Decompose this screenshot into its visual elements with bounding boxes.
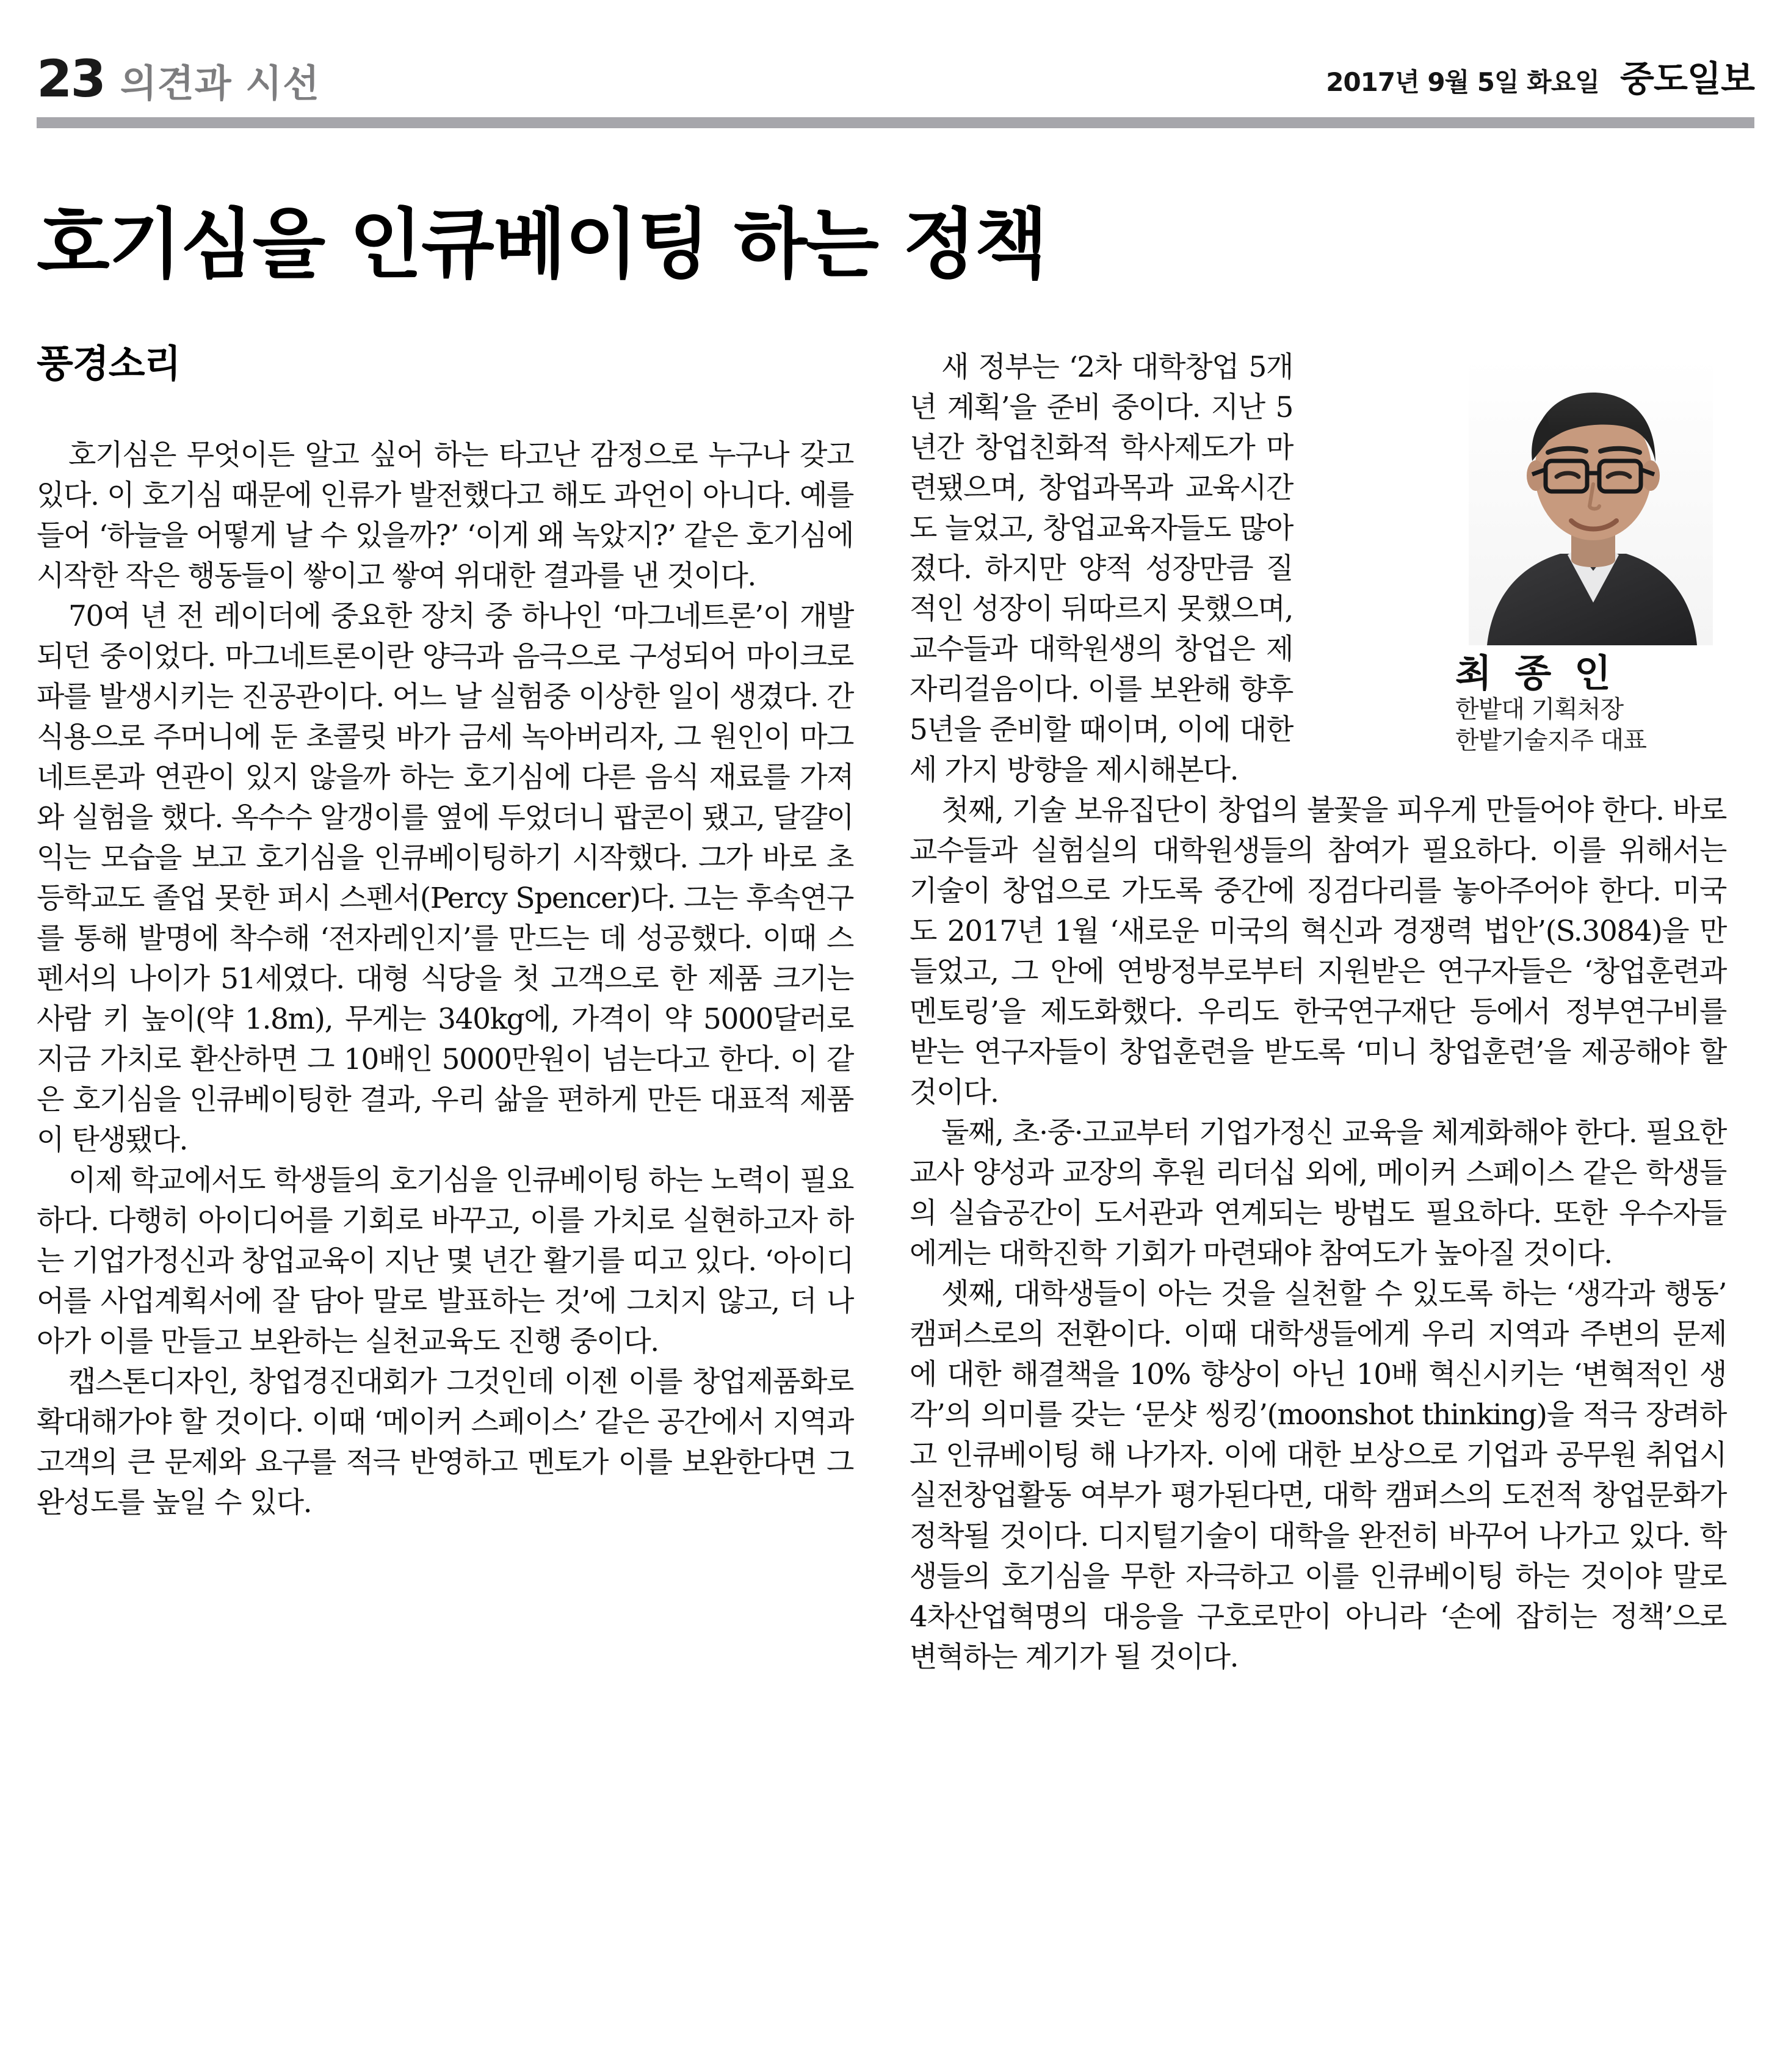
right-column	[910, 345, 1726, 1678]
paragraph: 70여 년 전 레이더에 중요한 장치 중 하나인 ‘마그네트론’이 개발되던 중이었다. 마그네트론이란 양극과 음극으로 구성되어 마이크로파를 발생시키는 진공관이다. 어느 날 실험중 이상한 일이 생겼다. 간식용으로 주머니에 둔 초콜릿 바가 금세 녹아버리자, 그 원인이 마그네트론과 연관이 있지 않을까 하는 호기심에 다른 음식 재료를 가져와 실험을 했다. 옥수수 알갱이를 옆에 두었더니 팝콘이 됐고, 달걀이 익는 모습을 보고 호기심을 인큐베이팅하기 시작했다. 그가 바로 초등학교도 졸업 못한 퍼시 스펜서(Percy Spencer)다. 그는 후속연구를 통해 발명에 착수해 ‘전자레인지’를 만드는 데 성공했다. 이때 스펜서의 나이가 51세였다. 대형 식당을 첫 고객으로 한 제품 크기는 사람 키 높이(약 1.8m), 무게는 340kg에, 가격이 약 5000달러로 지금 가치로 환산하면 그 10배인 5000만원이 넘는다고 한다. 이 같은 호기심을 인큐베이팅한 결과, 우리 삶을 편하게 만든 대표적 제품이 탄생됐다.	[37, 599, 853, 1157]
column-kicker: 풍경소리	[37, 341, 181, 386]
paragraph: 첫째, 기술 보유집단이 창업의 불꽃을 피우게 만들어야 한다. 바로 교수들과 실험실의 대학원생들의 참여가 필요하다. 이를 위해서는 기술이 창업으로 가도록 중간에 징검다리를 놓아주어야 한다. 미국도 2017년 1월 ‘새로운 미국의 혁신과 경쟁력 법안’(S.3084)을 만들었고, 그 안에 연방정부로부터 지원받은 연구자들은 ‘창업훈련과 멘토링’을 제도화했다. 우리도 한국연구재단 등에서 정부연구비를 받는 연구자들이 창업훈련을 받도록 ‘미니 창업훈련’을 제공해야 할 것이다.	[910, 793, 1726, 1110]
section-name: 의견과 시선	[120, 61, 320, 106]
left-column	[37, 341, 853, 1678]
masthead-right-group	[1326, 50, 1754, 104]
paragraph: 호기심은 무엇이든 알고 싶어 하는 타고난 감정으로 누구나 갖고 있다. 이 호기심 때문에 인류가 발전했다고 해도 과언이 아니다. 예를 들어 ‘하늘을 어떻게 날 수 있을까?’ ‘이게 왜 녹았지?’ 같은 호기심에 시작한 작은 행동들이 쌓이고 쌓여 위대한 결과를 낸 것이다.	[37, 438, 853, 593]
page-number: 23	[37, 49, 104, 109]
author-portrait-photo	[1469, 358, 1713, 645]
article-columns	[37, 341, 1754, 1678]
paragraph: 캡스톤디자인, 창업경진대회가 그것인데 이젠 이를 창업제품화로 확대해가야 할 것이다. 이때 ‘메이커 스페이스’ 같은 공간에서 지역과 고객의 큰 문제와 요구를 적극 반영하고 멘토가 이를 보완한다면 그 완성도를 높일 수 있다.	[37, 1365, 853, 1520]
article-headline: 호기심을 인큐베이팅 하는 정책	[37, 201, 1047, 289]
masthead	[37, 0, 1754, 109]
left-column-body	[37, 435, 853, 1524]
masthead-divider-rule	[37, 117, 1754, 128]
paragraph: 새 정부는 ‘2차 대학창업 5개년 계획’을 준비 중이다. 지난 5년간 창업친화적 학사제도가 마련됐으며, 창업과목과 교육시간도 늘었고, 창업교육자들도 많아졌다. 하지만 양적 성장만큼 질적인 성장이 뒤따르지 못했으며, 교수들과 대학원생의 창업은 제자리걸음이다. 이를 보완해 향후 5년을 준비할 때이며, 이에 대한 세 가지 방향을 제시해본다.	[910, 350, 1293, 787]
issue-date: 2017년 9월 5일 화요일	[1326, 67, 1599, 97]
paragraph: 셋째, 대학생들이 아는 것을 실천할 수 있도록 하는 ‘생각과 행동’ 캠퍼스로의 전환이다. 이때 대학생들에게 우리 지역과 주변의 문제에 대한 해결책을 10% 향상이 아닌 10배 혁신시키는 ‘변혁적인 생각’의 의미를 갖는 ‘문샷 씽킹’(moonshot thinking)을 적극 장려하고 인큐베이팅 해 나가자. 이에 대한 보상으로 기업과 공무원 취업시 실전창업활동 여부가 평가된다면, 대학 캠퍼스의 도전적 창업문화가 정착될 것이다. 디지털기술이 대학을 완전히 바꾸어 나가고 있다. 학생들의 호기심을 무한 자극하고 이를 인큐베이팅 하는 것이야 말로 4차산업혁명의 대응을 구호로만이 아니라 ‘손에 잡히는 정책’으로 변혁하는 계기가 될 것이다.	[910, 1277, 1726, 1674]
author-block	[1311, 358, 1726, 757]
author-title-line-1: 한밭대 기획처장	[1455, 695, 1624, 723]
masthead-left-group	[37, 49, 320, 109]
paragraph: 이제 학교에서도 학생들의 호기심을 인큐베이팅 하는 노력이 필요하다. 다행히 아이디어를 기회로 바꾸고, 이를 가치로 실현하고자 하는 기업가정신과 창업교육이 지난 몇 년간 활기를 띠고 있다. ‘아이디어를 사업계획서에 잘 담아 말로 발표하는 것’에 그치지 않고, 더 나아가 이를 만들고 보완하는 실천교육도 진행 중이다.	[37, 1164, 853, 1359]
author-title-line-2: 한밭기술지주 대표	[1455, 726, 1646, 755]
paragraph: 둘째, 초·중·고교부터 기업가정신 교육을 체계화해야 한다. 필요한 교사 양성과 교장의 후원 리더십 외에, 메이커 스페이스 같은 학생들의 실습공간이 도서관과 연계되는 방법도 필요하다. 또한 우수자들에게는 대학진학 기회가 마련돼야 참여도가 높아질 것이다.	[910, 1116, 1726, 1271]
paper-name: 중도일보	[1619, 58, 1754, 100]
author-name: 최 종 인	[1455, 650, 1616, 695]
